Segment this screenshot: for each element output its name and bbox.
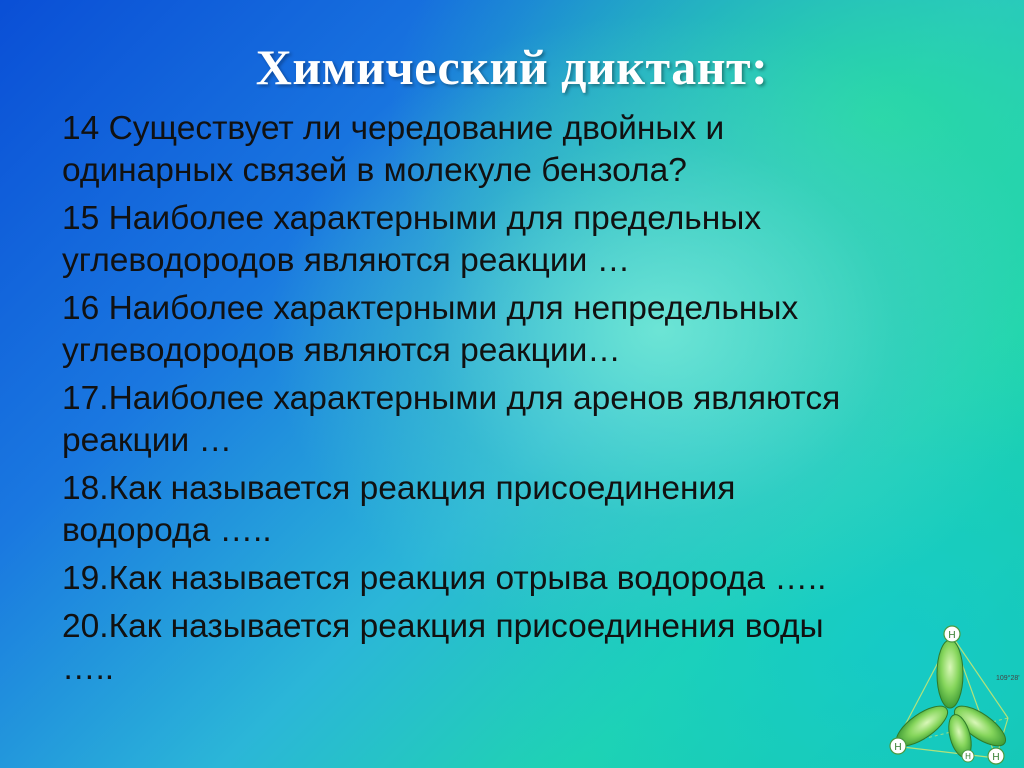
bond-angle-label: 109°28' [996,675,1020,682]
question-list [62,108,962,696]
methane-orbital-illustration [884,618,1024,768]
question-item: 14 Существует ли чередование двойных и одинарных связей в молекуле бензола? [62,110,725,189]
question-item: 15 Наиболее характерными для предельных углеводородов являются реакции … [62,200,762,279]
svg-text:H: H [992,752,1000,763]
question-item: 16 Наиболее характерными для непредельных углеводородов являются реакции… [62,290,799,369]
question-item: 20.Как называется реакция присоединения воды ….. [62,608,824,687]
question-item: 18.Как называется реакция присоединения водорода ….. [62,470,736,549]
slide-title: Химический диктант: [255,39,769,95]
question-item: 17.Наиболее характерными для аренов являются реакции … [62,380,841,459]
orbital-lobe [937,640,963,708]
svg-text:H: H [948,630,956,641]
question-item: 19.Как называется реакция отрыва водорода ….. [62,560,827,597]
svg-text:H: H [965,752,971,761]
svg-text:H: H [894,742,902,753]
